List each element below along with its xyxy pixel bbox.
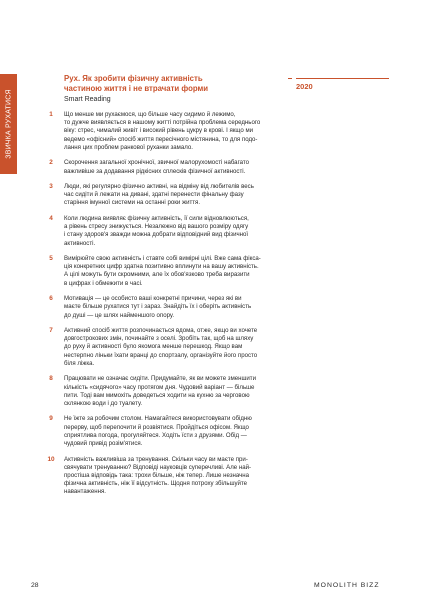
page-number: 28 [31,582,39,589]
list-item [42,215,342,248]
header [64,74,304,104]
item-number: 5 [49,255,53,263]
item-text: Активний спосіб життя розпочинається вдома, отже, якщо ви хочете довгострокових змін, починайте з оселі. Зробіть так, щоб на шляху до руху й активності було якомога менше перешкод. Якщо вам нестерпно ліньки їхати вранці до спортзалу, організуйте його просто біля ліжка. [64,327,258,367]
page-title: Рух. Як зробити фізичну активність частиною життя і не втрачати форми [64,74,209,93]
list-item [42,375,342,408]
list-item [42,295,342,320]
list-item [42,111,342,152]
side-tab-label: ЗВИЧКА РУХАТИСЯ [5,89,12,159]
item-number: 6 [49,295,53,303]
list-item [42,327,342,368]
page-subtitle: Smart Reading [64,96,111,103]
item-text: Не їжте за робочим столом. Намагайтеся використовувати обідню перерву, щоб перепочити й розвіятися. Пройдіться офісом. Якщо сприятлива погода, прогуляйтеся. Ходіть їсти з друзями. Обід — чудовий привід розім'ятися. [64,415,252,448]
item-number: 3 [49,183,53,191]
header-rule-long [296,78,389,79]
item-text: Люди, які регулярно фізично активні, на відміну від любителів весь час сидіти й лежати на дивані, здатні перенести фінальну фазу старіння імунної системи на останні роки життя. [64,183,254,207]
list-item [42,159,342,175]
takeaway-list [42,111,342,497]
list-item [42,415,342,448]
side-tab [0,74,17,174]
publisher-brand: MONOLITH BIZZ [314,582,380,589]
list-item [42,255,342,288]
item-number: 8 [49,375,53,383]
item-number: 7 [49,327,53,335]
item-text: Мотивація — це особисто ваші конкретні причини, через які ви маєте більше рухатися тут і зараз. Знайдіть їх і оберіть активність до душі — це шлях найменшого опору. [64,295,252,319]
year-label: 2020 [296,82,313,91]
list-item [42,183,342,208]
item-text: Працювати не означає сидіти. Придумайте, як ви можете зменшити кількість «сидячого» часу протягом дня. Чудовий варіант — більше пити. Тоді вам мимохіть доведеться ходити на кухню за черговою склянкою води і до туалету. [64,375,257,407]
list-item [42,456,342,497]
item-number: 4 [49,214,53,222]
item-text: Активність важливіша за тренування. Скільки часу ви маєте при- свячувати тренуванню? Відповіді науковців суперечливі. Але най- простіша відповідь така: трохи більше, ніж тепер. Лише незначна фізична активність, ніж її відсутність. Щодня потроху збільшуйте навантаження. [64,455,252,496]
item-text: Коли людина виявляє фізичну активність, її сили відновлюються, а рівень стресу знижується. Незалежно від вашого розміру одягу і стану здоров'я зважди можна добрати відповідний вид фізичної активності. [64,214,249,247]
item-number: 2 [49,159,53,167]
item-number: 9 [49,415,53,423]
header-rule-short [288,78,292,79]
item-number: 10 [47,455,55,463]
item-text: Вимірюйте свою активність і ставте собі вимірні цілі. Вже сама фікса- ція конкретних цифр здатна позитивно вплинути на вашу активність. А цілі можуть бути скромними, але їх обов'язково треба виразити в цифрах і обмежити в часі. [64,255,261,287]
item-text: Скорочення загальної хронічної, звичної малорухомості набагато важливіше за додавання рідкісних сплесків фізичної активності. [64,159,250,175]
item-number: 1 [49,111,53,118]
item-text: Що менше ми рухаємося, що більше часу сидимо й лежимо, то дужче виявляється в нашому житті потрійна проблема середнього віку: стрес, чималий живіт і високий рівень цукру в крові. І якщо ми ведемо «офісний» спосіб життя пересічного містянина, то для подо- лання цих проблем ранкової руханки замало. [64,111,261,151]
